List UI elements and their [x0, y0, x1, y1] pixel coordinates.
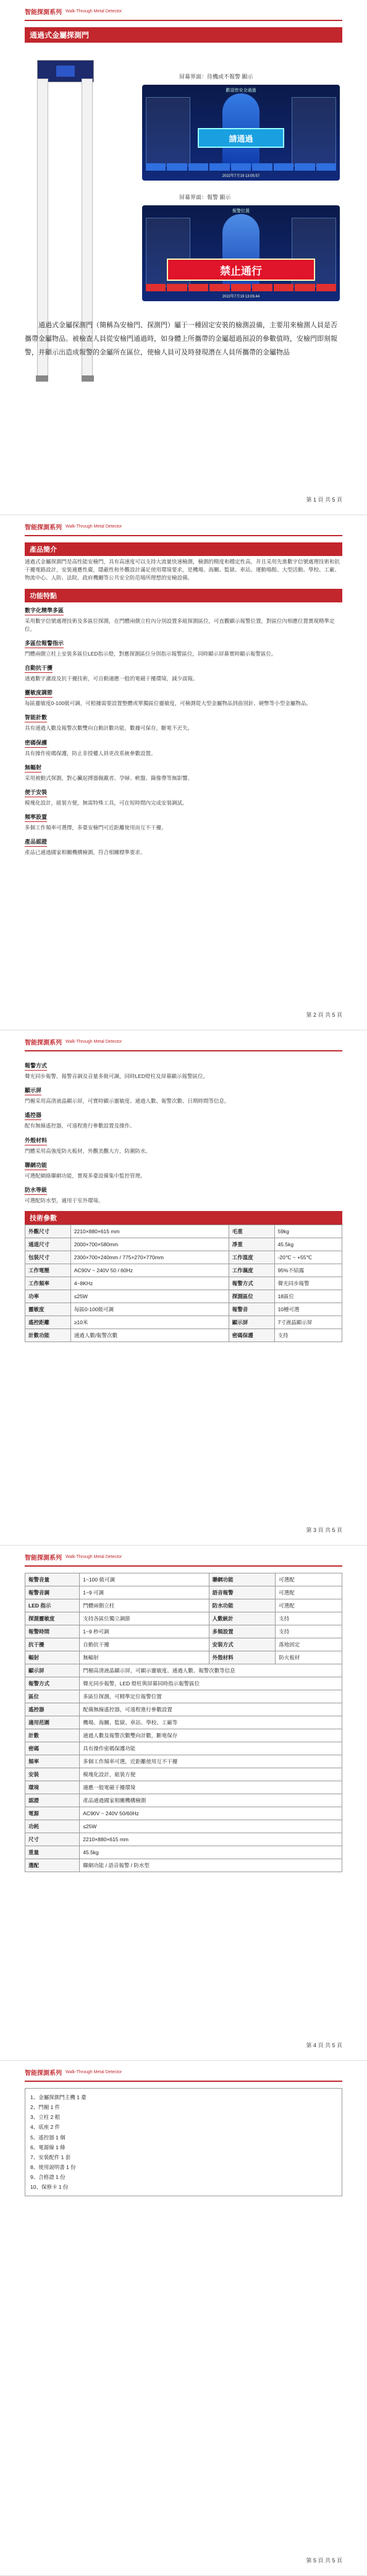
spec-row-full [25, 1677, 342, 1690]
feature-item [25, 1132, 342, 1155]
spec-value: 多區位探測，可精準定位報警位置 [80, 1690, 342, 1703]
feature-item [25, 602, 342, 633]
spec-key: 外殼材料 [209, 1651, 276, 1664]
spec-value: 支持 [276, 1625, 342, 1638]
feature-text: 門體采用高強度防火板材，外觀美觀大方，防潮防水。 [25, 1147, 151, 1154]
spec-key: 報警音 [229, 1303, 274, 1316]
spec-key: 多頻設置 [209, 1625, 276, 1638]
page-5 [0, 2061, 367, 2576]
spec-key: 防水功能 [209, 1599, 276, 1612]
feature-heading: 靈敏度調節 [25, 688, 53, 698]
product-banner: 通過式金屬探測門 [25, 27, 342, 43]
brand-name-en: Walk-Through Metal Detector [65, 1039, 122, 1044]
feature-item [25, 635, 342, 658]
spec-row-full [25, 1729, 342, 1742]
feature-text: 模塊化設計，組裝方便，無需特殊工具，可在短時間內完成安裝調試。 [25, 799, 188, 806]
header-rule [25, 1565, 342, 1567]
spec-key: 尺寸 [25, 1833, 80, 1846]
page-1 [0, 0, 367, 515]
spec-value: 18區位 [274, 1290, 342, 1303]
spec-row [25, 1638, 342, 1651]
spec-row [25, 1316, 342, 1329]
feature-heading: 報警方式 [25, 1061, 47, 1071]
spec-table [25, 1225, 342, 1342]
screen-normal [142, 85, 340, 181]
spec-value: 聲光同步報警 [274, 1277, 342, 1290]
feature-heading: 多區位報警指示 [25, 639, 64, 648]
spec-key: 顯示屏 [229, 1316, 274, 1329]
feature-item [25, 1058, 342, 1080]
spec-value: 落地固定 [276, 1638, 342, 1651]
spec-value: 門體兩側立柱 [80, 1599, 209, 1612]
spec-row [25, 1290, 342, 1303]
spec-value: 可選配 [276, 1599, 342, 1612]
feature-text: 采用被動式探測，對心臟起搏器佩戴者、孕婦、軟盤、錄像帶等無影響。 [25, 774, 193, 781]
spec-row [25, 1586, 342, 1599]
packing-list-item: 2、門楣 1 件 [30, 2104, 61, 2111]
spec-value: 聲光同步報警，LED 燈柱與屏幕同時指示報警區位 [80, 1677, 342, 1690]
spec-value: 可選配 [276, 1573, 342, 1586]
spec-value: 2000×700×580mm [70, 1238, 229, 1251]
intro-paragraph: 通過式金屬探測門（簡稱為安檢門、探測門）屬于一種固定安裝的檢測設備，主要用來檢測人員是否攜帶金屬物品。被檢查人員從安檢門通過時，如身體上所攜帶的金屬超過預設的參數值時，安檢門即刻報警，并顯示出造成報警的金屬所在區位，使檢人員可及時發現潛在人員所攜帶的金屬物品 [25, 322, 337, 356]
spec-key: 報警音量 [25, 1573, 80, 1586]
spec-key: 靈敏度 [25, 1303, 71, 1316]
spec-key: 安裝 [25, 1768, 80, 1781]
page-header [25, 518, 342, 535]
spec-row [25, 1599, 342, 1612]
spec-key: 密碼保護 [229, 1329, 274, 1342]
spec-row [25, 1625, 342, 1638]
spec-row [25, 1612, 342, 1625]
feature-item [25, 1182, 342, 1205]
spec-key: 功率 [25, 1290, 71, 1303]
brand-name-en: Walk-Through Metal Detector [65, 2069, 122, 2074]
section-title-product-intro: 產品簡介 [25, 542, 342, 556]
spec-value: 防火板材 [276, 1651, 342, 1664]
spec-row-full [25, 1690, 342, 1703]
spec-key: 選配 [25, 1859, 80, 1872]
feature-heading: 顯示屏 [25, 1086, 41, 1095]
page-number: 第 5 頁 共 5 頁 [306, 2557, 342, 2564]
spec-row-full [25, 1846, 342, 1859]
feature-heading: 自動抗干擾 [25, 664, 53, 673]
page-2 [0, 515, 367, 1030]
spec-value: ≤25W [80, 1820, 342, 1833]
spec-key: 人數統計 [209, 1612, 276, 1625]
spec-value: 機場、海關、監獄、車站、學校、工廠等 [80, 1716, 342, 1729]
packing-list-item: 4、底座 2 件 [30, 2124, 61, 2131]
brand-name: 智能探測系列 [25, 1039, 62, 1046]
screen-side-left [146, 97, 190, 166]
spec-row [25, 1251, 342, 1264]
spec-value: 4~8KHz [70, 1277, 229, 1290]
spec-value: -20℃ ~ +55℃ [274, 1251, 342, 1264]
packing-list-item: 5、遙控器 1 個 [30, 2134, 65, 2141]
spec-value: ≥10米 [70, 1316, 229, 1329]
spec-row-full [25, 1820, 342, 1833]
spec-key: 遙控器 [25, 1703, 80, 1716]
packing-list-item: 10、保修卡 1 份 [30, 2184, 69, 2191]
spec-key: 報警方式 [229, 1277, 274, 1290]
packing-list [25, 2088, 342, 2196]
spec-value: 支持各區位獨立調節 [80, 1612, 209, 1625]
page-number: 第 4 頁 共 5 頁 [306, 2042, 342, 2048]
feature-text: 產品已通過國家相關機構檢測，符合相關標準要求。 [25, 849, 146, 856]
page-header [25, 1033, 342, 1050]
spec-key: 適用范圍 [25, 1716, 80, 1729]
spec-key: 凈重 [229, 1238, 274, 1251]
caption-normal: 屏幕界面：待機或不報警 顯示 [179, 74, 253, 80]
spec-row-full [25, 1833, 342, 1846]
spec-row-full [25, 1794, 342, 1807]
spec-key: 工作溫度 [229, 1251, 274, 1264]
spec-value: 產品通過國家相關機構檢測 [80, 1794, 342, 1807]
brand-name-en: Walk-Through Metal Detector [65, 9, 122, 14]
feature-text: 采用數字信號處理技術及多區位探測，在門體兩側立柱內分別設置多組探測區位，可直觀顯示報警位置，對區位內相應位置實現精準定位。 [25, 617, 335, 632]
brand-name-en: Walk-Through Metal Detector [65, 1554, 122, 1559]
spec-value: 59kg [274, 1225, 342, 1238]
spec-key: 報警方式 [25, 1677, 80, 1690]
feature-heading: 頻率設置 [25, 813, 47, 822]
spec-key: 區位 [25, 1690, 80, 1703]
screen-alarm [142, 205, 340, 301]
spec-key: LED 指示 [25, 1599, 80, 1612]
spec-value: 95%不結露 [274, 1264, 342, 1277]
page-header [25, 2063, 342, 2081]
spec-value: 1~9 可調 [80, 1586, 209, 1599]
page-number: 第 1 頁 共 5 頁 [306, 497, 342, 503]
spec-value: 45.5kg [274, 1238, 342, 1251]
spec-value: 1~100 級可調 [80, 1573, 209, 1586]
spec-row-full [25, 1742, 342, 1755]
header-rule [25, 20, 342, 21]
spec-key: 環境 [25, 1781, 80, 1794]
spec-key: 語音報警 [209, 1586, 276, 1599]
spec-row [25, 1329, 342, 1342]
spec-key: 探測區位 [229, 1290, 274, 1303]
spec-value: 自動抗干擾 [80, 1638, 209, 1651]
spec-key: 聯網功能 [209, 1573, 276, 1586]
spec-row-full [25, 1859, 342, 1872]
feature-text: 具有操作密碼保護，防止非授權人員更改系統參數設置。 [25, 750, 156, 756]
packing-list-item: 8、使用說明書 1 份 [30, 2163, 76, 2170]
feature-text: 每區靈敏度0-100級可調，可根據需要設置整體或單獨區位靈敏度，可檢測從大型金屬物品到曲別針、硬幣等小型金屬物品。 [25, 700, 311, 707]
spec-row-full [25, 1807, 342, 1820]
brand-name: 智能探測系列 [25, 1554, 62, 1562]
packing-list-item: 6、電源線 1 條 [30, 2144, 65, 2150]
spec-key: 安裝方式 [209, 1638, 276, 1651]
brand-name-en: Walk-Through Metal Detector [65, 524, 122, 529]
feature-heading: 無輻射 [25, 763, 41, 772]
spec-key: 報警時間 [25, 1625, 80, 1638]
spec-row [25, 1303, 342, 1316]
door-base-right [82, 375, 94, 382]
spec-key: 遙控距離 [25, 1316, 71, 1329]
spec-row [25, 1238, 342, 1251]
spec-key: 頻率 [25, 1755, 80, 1768]
spec-key: 包裝尺寸 [25, 1251, 71, 1264]
page-header [25, 1548, 342, 1565]
spec-row-full [25, 1755, 342, 1768]
spec-key: 認證 [25, 1794, 80, 1807]
zone-bars [146, 163, 336, 171]
spec-value: 支持 [276, 1612, 342, 1625]
zone-bars [146, 284, 336, 291]
spec-value: 配備無線遙控器，可遠程進行參數設置 [80, 1703, 342, 1716]
door-base-left [36, 375, 48, 382]
page-number: 第 3 頁 共 5 頁 [306, 1527, 342, 1533]
screen-normal-text: 請通過 [198, 128, 284, 148]
header-rule [25, 1050, 342, 1051]
spec-value: AC90V ~ 240V 50/60Hz [80, 1807, 342, 1820]
spec-key: 工作電壓 [25, 1264, 71, 1277]
spec-value: ≤25W [70, 1290, 229, 1303]
header-rule [25, 2081, 342, 2082]
spec-value: 10種可選 [274, 1303, 342, 1316]
page-number: 第 2 頁 共 5 頁 [306, 1012, 342, 1018]
feature-item [25, 660, 342, 683]
page-4 [0, 1546, 367, 2061]
spec-value: 聯網功能 / 語音報警 / 防水型 [80, 1859, 342, 1872]
product-intro-text: 通過式金屬探測門是高性能安檢門，具有高速度可以支持大流量快速檢測，檢測的精度和穩定性高，并且采用先進數字信號處理技術和抗干擾電路設計，安裝適應性廣，隱蔽性和外觀設計滿足使用環境要求，是機場、海關、監獄、車站、運動場館、大型活動、學校、工廠、物流中心、人防、法院、政府機關等公共安全防范場所理想的安檢設備。 [25, 558, 340, 581]
spec-value: 2210×880×615 mm [80, 1833, 342, 1846]
spec-key: 功耗 [25, 1820, 80, 1833]
spec-table-continued [25, 1573, 342, 1872]
feature-text: 多個工作頻率可選擇，多臺安檢門可近距離使用而互不干擾。 [25, 824, 167, 831]
screen-alarm-title: 報警位置 [232, 209, 250, 213]
spec-value: 每區0-100級可調 [70, 1303, 229, 1316]
feature-item [25, 1157, 342, 1180]
spec-key: 計數功能 [25, 1329, 71, 1342]
spec-key: 電源 [25, 1807, 80, 1820]
spec-key: 密碼 [25, 1742, 80, 1755]
feature-text: 可選配防水型，適用于室外環境。 [25, 1197, 104, 1204]
spec-value: 可選配 [276, 1586, 342, 1599]
feature-item [25, 784, 342, 807]
feature-heading: 智能計數 [25, 713, 47, 722]
feature-heading: 產品認證 [25, 837, 47, 847]
feature-text: 可選配網絡聯網功能，實現多臺設備集中監控管理。 [25, 1172, 146, 1179]
spec-row-full [25, 1716, 342, 1729]
spec-key: 外觀尺寸 [25, 1225, 71, 1238]
spec-key: 重量 [25, 1846, 80, 1859]
spec-key: 探測靈敏度 [25, 1612, 80, 1625]
screen-normal-timestamp: 2022年7月19 13:05:57 [222, 174, 260, 178]
section-title-specs: 技術參數 [25, 1211, 342, 1225]
packing-list-item: 9、合格證 1 份 [30, 2174, 65, 2181]
feature-text: 具有通過人數及報警次數雙向自動計數功能，數據可保存，斷電不丟失。 [25, 725, 193, 732]
spec-row-full [25, 1768, 342, 1781]
spec-value: 45.5kg [80, 1846, 342, 1859]
header-rule [25, 535, 342, 536]
spec-value: 7寸液晶顯示屏 [274, 1316, 342, 1329]
spec-row [25, 1651, 342, 1664]
feature-item [25, 685, 342, 708]
spec-key: 抗干擾 [25, 1638, 80, 1651]
spec-value: 適應一般電磁干擾環境 [80, 1781, 342, 1794]
spec-value: 通過人數/報警次數 [70, 1329, 229, 1342]
spec-value: 1~9 秒可調 [80, 1625, 209, 1638]
spec-value: 無輻射 [80, 1651, 209, 1664]
features-list-continued [25, 1058, 342, 1205]
spec-key: 通道尺寸 [25, 1238, 71, 1251]
feature-heading: 遙控器 [25, 1111, 41, 1120]
packing-list-item: 3、立柱 2 根 [30, 2114, 61, 2121]
packing-list-item: 7、安裝配件 1 套 [30, 2154, 71, 2160]
feature-item [25, 709, 342, 732]
brand-name: 智能探測系列 [25, 2069, 62, 2077]
hero-area [25, 48, 342, 394]
spec-value: 具有操作密碼保護功能 [80, 1742, 342, 1755]
spec-row-full [25, 1703, 342, 1716]
spec-value: 門楣高清液晶顯示屏，可顯示靈敏度、通過人數、報警次數等信息 [80, 1664, 342, 1677]
feature-heading: 密碼保護 [25, 738, 47, 748]
brand-name: 智能探測系列 [25, 524, 62, 531]
feature-item [25, 760, 342, 782]
packing-list-item: 1、金屬探測門主機 1 臺 [30, 2094, 86, 2100]
spec-row-full [25, 1781, 342, 1794]
spec-value: 2300×700×240mm / 775×270×770mm [70, 1251, 229, 1264]
feature-heading: 便于安裝 [25, 788, 47, 797]
feature-item [25, 809, 342, 832]
page-3 [0, 1030, 367, 1546]
features-list [25, 602, 342, 857]
spec-key: 工作濕度 [229, 1264, 274, 1277]
spec-value: AC90V ~ 240V 50 / 60Hz [70, 1264, 229, 1277]
feature-heading: 外殼材料 [25, 1136, 47, 1145]
section-title-features: 功能特點 [25, 589, 342, 602]
spec-key: 毛重 [229, 1225, 274, 1238]
spec-row-full [25, 1664, 342, 1677]
spec-value: 2210×880×615 mm [70, 1225, 229, 1238]
spec-key: 工作頻率 [25, 1277, 71, 1290]
feature-heading: 聯網功能 [25, 1161, 47, 1170]
feature-text: 配有無線遙控器，可遠程進行參數設置及操作。 [25, 1123, 135, 1129]
caption-alarm: 屏幕界面：報警 顯示 [179, 194, 231, 200]
spec-key: 計數 [25, 1729, 80, 1742]
screen-alarm-timestamp: 2022年7月19 13:05:44 [222, 295, 260, 299]
feature-text: 門體兩側立柱上安裝多區位LED指示燈，對應探測區位分別指示報警區位，同時顯示屏幕實時顯示報警區位。 [25, 650, 277, 657]
spec-row [25, 1225, 342, 1238]
feature-item [25, 1082, 342, 1105]
spec-row [25, 1277, 342, 1290]
spec-value: 通過人數及報警次數雙向計數，斷電保存 [80, 1729, 342, 1742]
screen-alarm-text: 禁止通行 [167, 259, 315, 281]
spec-value: 多個工作頻率可選，近距離使用互不干擾 [80, 1755, 342, 1768]
spec-key: 報警音調 [25, 1586, 80, 1599]
feature-text: 通過數字濾波及抗干擾技術，可自動適應一般的電磁干擾環境，減少誤報。 [25, 675, 198, 682]
page-header [25, 2, 342, 20]
feature-heading: 防水等級 [25, 1186, 47, 1195]
feature-item [25, 1107, 342, 1130]
feature-item [25, 735, 342, 758]
spec-key: 輻射 [25, 1651, 80, 1664]
spec-key: 顯示屏 [25, 1664, 80, 1677]
feature-text: 聲光同步報警，報警音調及音量多級可調，同時LED燈柱及屏幕顯示報警區位。 [25, 1073, 209, 1079]
spec-row [25, 1264, 342, 1277]
feature-item [25, 834, 342, 857]
feature-text: 門楣采用高清液晶顯示屏，可實時顯示靈敏度、通過人數、報警次數、日期時間等信息。 [25, 1098, 230, 1105]
brand-name: 智能探測系列 [25, 9, 62, 16]
screen-normal-title: 歡迎您安全通過 [226, 88, 256, 93]
spec-row [25, 1573, 342, 1586]
screen-side-right [292, 97, 336, 166]
spec-value: 模塊化設計，組裝方便 [80, 1768, 342, 1781]
feature-heading: 數字化精準多區 [25, 606, 64, 615]
spec-value: 支持 [274, 1329, 342, 1342]
